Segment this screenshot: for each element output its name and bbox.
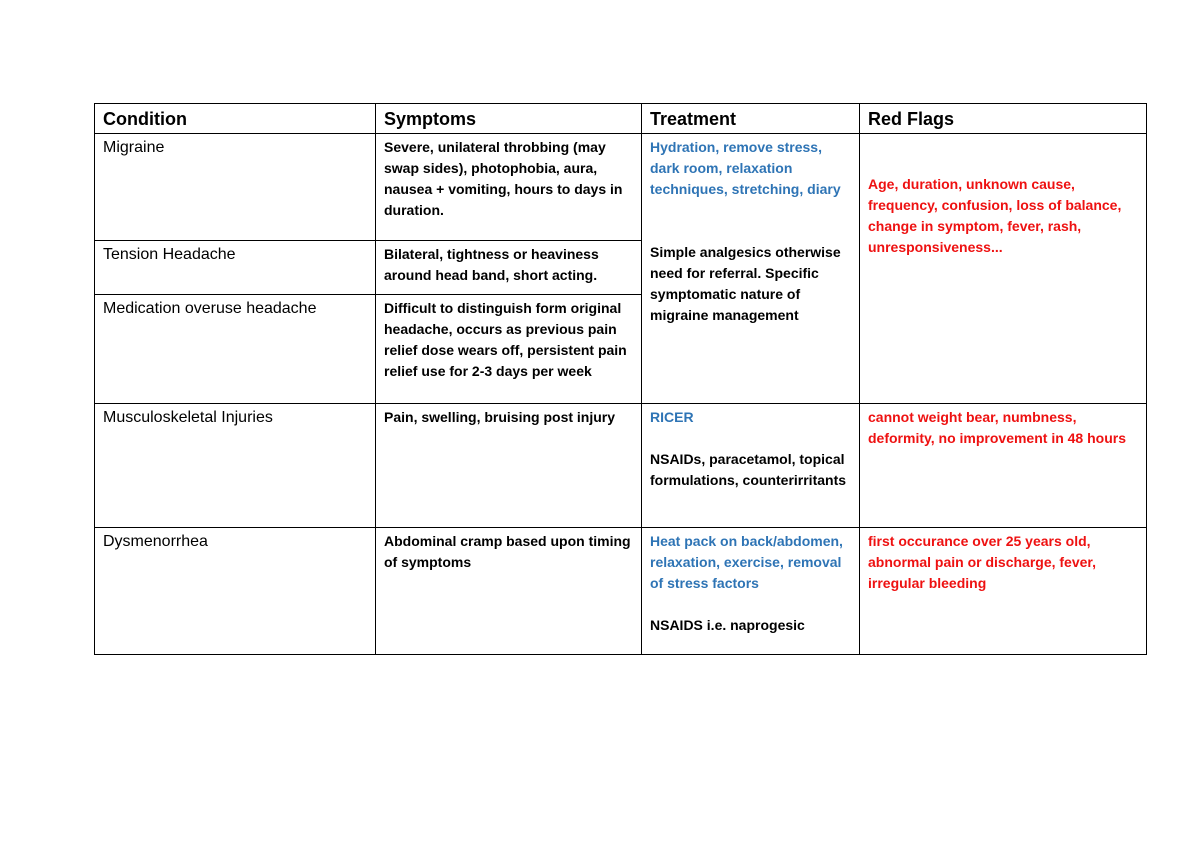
headache-treatment-cell xyxy=(642,134,860,404)
treatment-primary: Heat pack on back/abdomen, relaxation, exercise, removal of stress factors xyxy=(650,533,843,591)
header-red-flags: Red Flags xyxy=(860,104,1147,134)
header-row xyxy=(95,104,1147,134)
treatment-secondary: NSAIDS i.e. naprogesic xyxy=(650,617,805,633)
treatment-secondary: NSAIDs, paracetamol, topical formulations, counterirritants xyxy=(650,451,847,488)
red-flags-cell: cannot weight bear, numbness, deformity, no improvement in 48 hours xyxy=(860,404,1147,528)
table-row xyxy=(95,528,1147,655)
headache-treatment-primary: Hydration, remove stress, dark room, relaxation techniques, stretching, diary xyxy=(650,139,841,197)
treatment-primary: RICER xyxy=(650,409,694,425)
symptoms-cell: Abdominal cramp based upon timing of symptoms xyxy=(376,528,642,655)
header-condition: Condition xyxy=(95,104,376,134)
table-row xyxy=(95,134,1147,241)
condition-cell: Dysmenorrhea xyxy=(95,528,376,655)
conditions-table xyxy=(94,103,1147,655)
treatment-cell xyxy=(642,404,860,528)
condition-cell: Medication overuse headache xyxy=(95,295,376,404)
symptoms-cell: Bilateral, tightness or heaviness around head band, short acting. xyxy=(376,241,642,295)
headache-red-flags: Age, duration, unknown cause, frequency, confusion, loss of balance, change in symptom, fever, rash, unresponsiveness... xyxy=(868,176,1122,255)
condition-cell: Tension Headache xyxy=(95,241,376,295)
condition-cell: Migraine xyxy=(95,134,376,241)
symptoms-cell: Difficult to distinguish form original headache, occurs as previous pain relief dose wears off, persistent pain relief use for 2-3 days per week xyxy=(376,295,642,404)
symptoms-cell: Pain, swelling, bruising post injury xyxy=(376,404,642,528)
headache-red-flags-cell xyxy=(860,134,1147,404)
header-symptoms: Symptoms xyxy=(376,104,642,134)
treatment-cell xyxy=(642,528,860,655)
header-treatment: Treatment xyxy=(642,104,860,134)
red-flags-cell: first occurance over 25 years old, abnormal pain or discharge, fever, irregular bleeding xyxy=(860,528,1147,655)
headache-treatment-secondary: Simple analgesics otherwise need for referral. Specific symptomatic nature of migraine management xyxy=(650,244,841,323)
symptoms-cell: Severe, unilateral throbbing (may swap sides), photophobia, aura, nausea + vomiting, hours to days in duration. xyxy=(376,134,642,241)
condition-cell: Musculoskeletal Injuries xyxy=(95,404,376,528)
table-row xyxy=(95,404,1147,528)
